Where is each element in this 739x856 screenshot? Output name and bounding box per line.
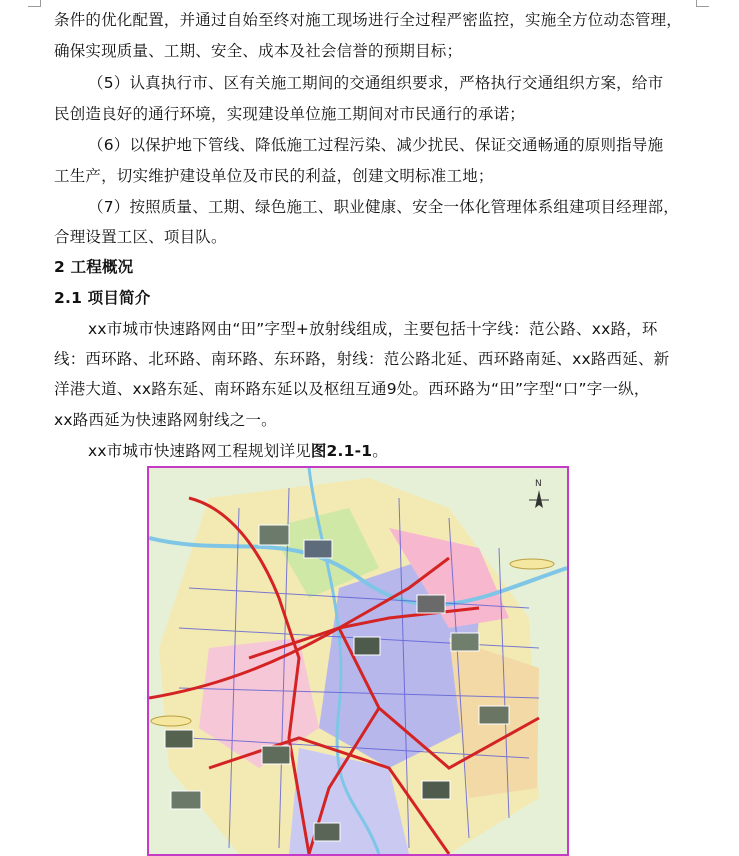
body-text-line: xx市城市快速路网由“田”字型+放射线组成，主要包括十字线：范公路、xx路，环 bbox=[88, 320, 658, 338]
city-plan-map bbox=[149, 468, 567, 854]
body-text-line: 合理设置工区、项目队。 bbox=[54, 228, 227, 246]
figure-ref-prefix: xx市城市快速路网工程规划详见 bbox=[88, 442, 311, 460]
page-corner-mark-left bbox=[28, 0, 41, 7]
body-text-line: 工生产，切实维护建设单位及市民的利益，创建文明标准工地； bbox=[54, 167, 494, 185]
list-item-5: （5）认真执行市、区有关施工期间的交通组织要求，严格执行交通组织方案，给市 bbox=[88, 74, 664, 92]
body-text-line: 民创造良好的通行环境，实现建设单位施工期间对市民通行的承诺； bbox=[54, 105, 526, 123]
callout-label bbox=[510, 559, 554, 569]
section-heading: 2 工程概况 bbox=[54, 258, 134, 276]
body-text-line: 洋港大道、xx路东延、南环路东延以及枢纽互通9处。西环路为“田”字型“口”字一纵， bbox=[54, 380, 650, 398]
callout-label bbox=[151, 716, 191, 726]
figure-ref-link[interactable]: 图2.1-1 bbox=[310, 442, 373, 460]
page-corner-mark-right bbox=[696, 0, 709, 7]
road-network-plan-figure bbox=[147, 466, 569, 856]
body-text-line: 线：西环路、北环路、南环路、东环路，射线：范公路北延、西环路南延、xx路西延、新 bbox=[54, 350, 670, 368]
figure-ref-suffix: 。 bbox=[372, 442, 388, 460]
body-text-line: 确保实现质量、工期、安全、成本及社会信誉的预期目标； bbox=[54, 42, 463, 60]
subsection-heading: 2.1 项目简介 bbox=[54, 289, 151, 307]
body-text-line: 条件的优化配置，并通过自始至终对施工现场进行全过程严密监控，实施全方位动态管理， bbox=[54, 11, 683, 29]
list-item-7: （7）按照质量、工期、绿色施工、职业健康、安全一体化管理体系组建项目经理部， bbox=[88, 198, 679, 216]
list-item-6: （6）以保护地下管线、降低施工过程污染、减少扰民、保证交通畅通的原则指导施 bbox=[88, 136, 664, 154]
figure-reference-line bbox=[88, 440, 388, 462]
body-text-line: xx路西延为快速路网射线之一。 bbox=[54, 411, 277, 429]
compass-north-label: N bbox=[535, 479, 542, 489]
